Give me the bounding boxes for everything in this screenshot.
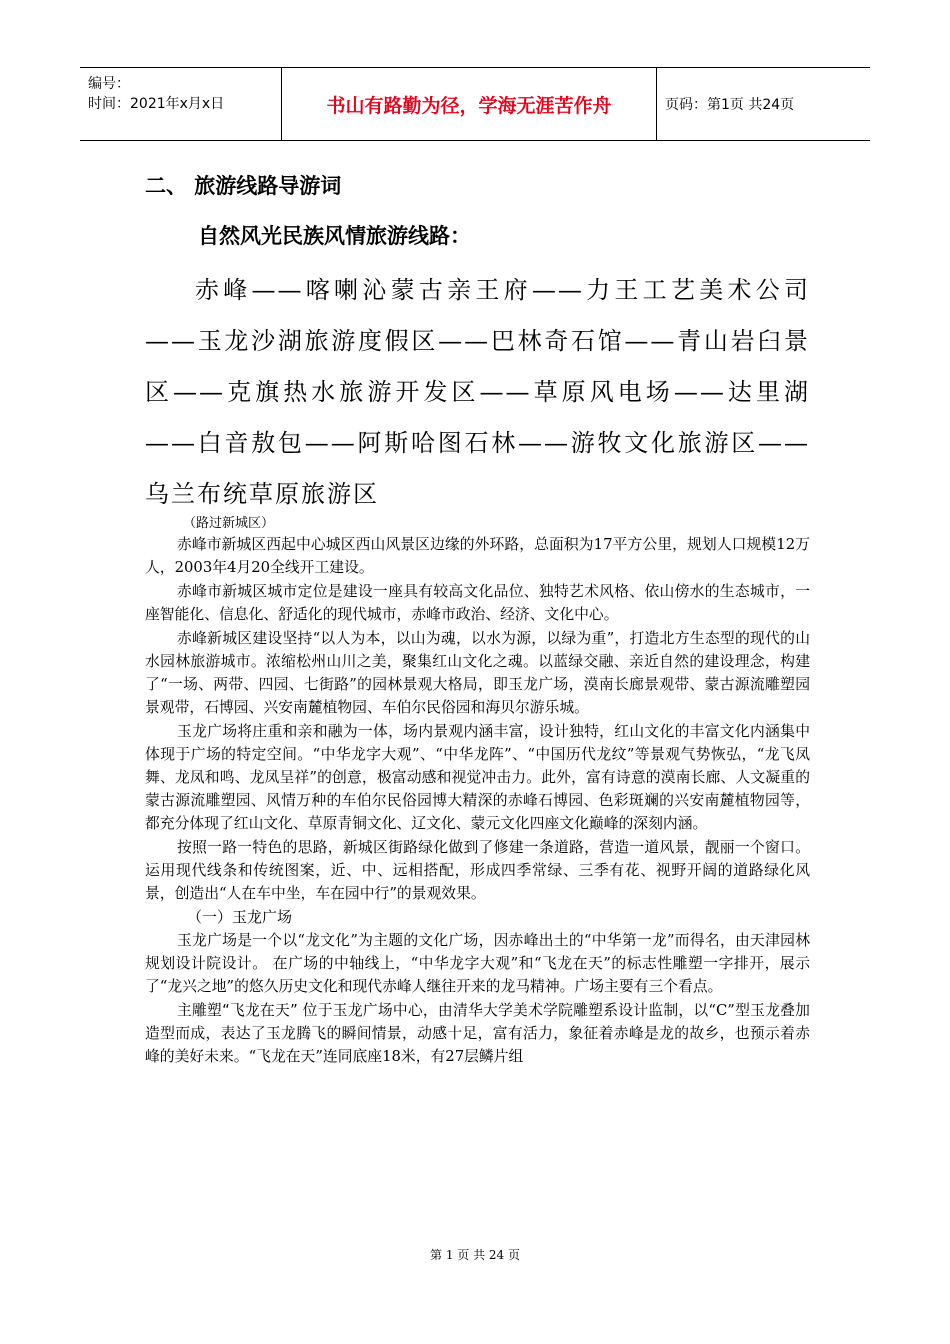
yulong-paragraph: 玉龙广场是一个以“龙文化”为主题的文化广场，因赤峰出土的“中华第一龙”而得名，由天津园林规划设计院设计。 在广场的中轴线上，“中华龙字大观”和“飞龙在天”的标志性雕塑一字排开，展示了“龙兴之地”的悠久历史文化和现代赤峰人继往开来的龙马精神。广场主要有三个看点。 <box>145 932 810 995</box>
route-text: 赤峰——喀喇沁蒙古亲王府——力王工艺美术公司——玉龙沙湖旅游度假区——巴林奇石馆——青山岩臼景区——克旗热水旅游开发区——草原风电场——达里湖——白音敖包——阿斯哈图石林——游牧文化旅游区——乌兰布统草原旅游区 <box>145 276 810 508</box>
header-meta <box>80 68 282 140</box>
page-header <box>80 67 870 141</box>
paragraph: 按照一路一特色的思路，新城区街路绿化做到了修建一条道路，营造一道风景，靓丽一个窗口。运用现代线条和传统图案，近、中、远相搭配，形成四季常绿、三季有花、视野开阔的道路绿化风景，创造出“人在车中坐，车在园中行”的景观效果。 <box>145 839 810 902</box>
yulong-heading: （一）玉龙广场 <box>187 908 293 926</box>
header-page-info: 页码：第1页 共24页 <box>665 97 795 113</box>
paragraph: 赤峰市新城区城市定位是建设一座具有较高文化品位、独特艺术风格、依山傍水的生态城市，一座智能化、信息化、舒适化的现代城市，赤峰市政治、经济、文化中心。 <box>145 583 810 623</box>
passing-note: （路过新城区） <box>183 516 275 531</box>
page-footer: 第 1 页 共 24 页 <box>430 1248 520 1262</box>
paragraph: 玉龙广场将庄重和亲和融为一体，场内景观内涵丰富，设计独特，红山文化的丰富文化内涵集中体现于广场的特定空间。“中华龙字大观”、“中华龙阵”、“中国历代龙纹”等景观气势恢弘，“龙飞凤舞、龙凤和鸣、龙凤呈祥”的创意，极富动感和视觉冲击力。此外，富有诗意的漠南长廊、人文凝重的蒙古源流雕塑园、风情万种的车伯尔民俗园博大精深的赤峰石博园、色彩斑斓的兴安南麓植物园等，都充分体现了红山文化、草原青铜文化、辽文化、蒙元文化四座文化巅峰的深刻内涵。 <box>145 723 810 832</box>
header-motto: 书山有路勤为径，学海无涯苦作舟 <box>282 68 657 140</box>
sculpture-paragraph <box>145 999 810 1068</box>
section-title: 二、 旅游线路导游词 <box>145 173 342 198</box>
number-label: 编号： <box>88 76 130 92</box>
body-text <box>145 533 810 1069</box>
paragraph: 赤峰市新城区西起中心城区西山风景区边缘的外环路，总面积为17平方公里，规划人口规模12万人，2003年4月20全线开工建设。 <box>145 536 810 576</box>
sculpture-text: 位于玉龙广场中心，由清华大学美术学院雕塑系设计监制，以“C”型玉龙叠加造型而成，表达了玉龙腾飞的瞬间情景，动感十足，富有活力，象征着赤峰是龙的故乡，也预示着赤峰的美好未来。“飞龙在天”连同底座18米，有27层鳞片组 <box>145 1002 810 1065</box>
sculpture-lead: 主雕塑“飞龙在天” <box>177 1002 298 1019</box>
route-subtitle: 自然风光民族风情旅游线路： <box>198 223 471 248</box>
paragraph: 赤峰新城区建设坚持“以人为本，以山为魂，以水为源，以绿为重”，打造北方生态型的现代的山水园林旅游城市。浓缩松州山川之美，聚集红山文化之魂。以蓝绿交融、亲近自然的建设理念，构建了“一场、两带、四园、七街路”的园林景观大格局，即玉龙广场，漠南长廊景观带、蒙古源流雕塑园景观带，石博园、兴安南麓植物园、车伯尔民俗园和海贝尔游乐城。 <box>145 630 810 716</box>
time-label: 时间：2021年x月x日 <box>88 96 225 112</box>
